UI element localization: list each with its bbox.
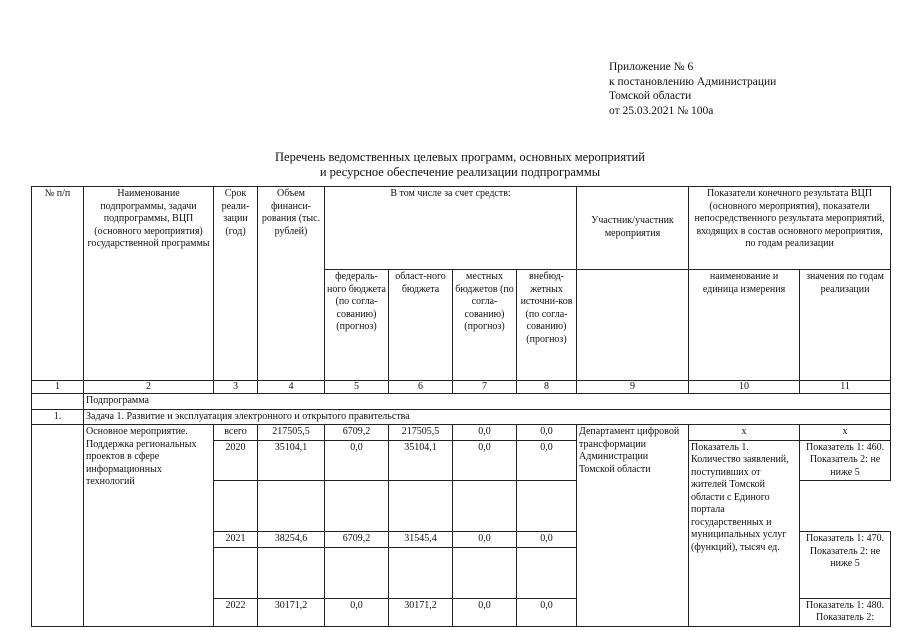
task-row [32, 409, 891, 425]
year-cell: 2021 [214, 532, 258, 548]
document-title [0, 150, 905, 180]
indicator-value-cell: Показатель 1: 480. Показатель 2: [800, 598, 891, 626]
local-cell: 0,0 [453, 425, 517, 441]
year-cell: всего [214, 425, 258, 441]
table-row [32, 425, 891, 441]
federal-cell: 0,0 [325, 598, 389, 626]
year-cell: 2020 [214, 440, 258, 481]
volume-cell: 217505,5 [258, 425, 325, 441]
appendix-line: от 25.03.2021 № 100а [609, 104, 714, 117]
activity-name: Основное мероприятие. Поддержка региональных проектов в сфере информационных технологий [84, 425, 214, 627]
appendix-block [609, 60, 776, 118]
extra-cell: 0,0 [517, 425, 577, 441]
federal-cell: 6709,2 [325, 425, 389, 441]
subprogram-label: Подпрограмма [84, 394, 891, 410]
title-line: Перечень ведомственных целевых программ, основных мероприятий [275, 150, 645, 164]
header-participant-blank [577, 270, 689, 381]
programs-table [31, 186, 891, 627]
header-volume: Объем финанси-рования (тыс. рублей) [258, 187, 325, 381]
indicator-value-cell: Показатель 1: 460. Показатель 2: не ниже 5 [800, 440, 891, 481]
column-number: 8 [517, 381, 577, 394]
federal-cell: 6709,2 [325, 532, 389, 548]
header-name: Наименование подпрограммы, задачи подпрограммы, ВЦП (основного мероприятия) государственной программы [84, 187, 214, 381]
appendix-line: Приложение № 6 [609, 61, 694, 73]
participant-cell: Департамент цифровой трансформации Администрации Томской области [577, 425, 689, 627]
header-federal: федераль-ного бюджета (по согла-сованию) (прогноз) [325, 270, 389, 381]
column-number: 5 [325, 381, 389, 394]
column-number: 2 [84, 381, 214, 394]
task-number: 1. [32, 409, 84, 425]
header-extra: внебюд-жетных источни-ков (по согла-сованию) (прогноз) [517, 270, 577, 381]
header-indicator-values: значения по годам реализации [800, 270, 891, 381]
appendix-line: Томской области [609, 90, 692, 102]
header-sources-group: В том числе за счет средств: [325, 187, 577, 270]
extra-cell: 0,0 [517, 598, 577, 626]
indicator-value-cell: x [800, 425, 891, 441]
header-indicator-name: наименование и единица измерения [689, 270, 800, 381]
column-numbers-row [32, 381, 891, 394]
column-number: 7 [453, 381, 517, 394]
header-local: местных бюджетов (по согла-сованию) (прогноз) [453, 270, 517, 381]
column-number: 1 [32, 381, 84, 394]
appendix-line: к постановлению Администрации [609, 75, 777, 88]
regional-cell: 35104,1 [389, 440, 453, 481]
column-number: 6 [389, 381, 453, 394]
volume-cell: 30171,2 [258, 598, 325, 626]
header-num: № п/п [32, 187, 84, 381]
column-number: 9 [577, 381, 689, 394]
federal-cell: 0,0 [325, 440, 389, 481]
column-number: 10 [689, 381, 800, 394]
header-participant: Участник/участник мероприятия [577, 187, 689, 270]
title-line: и ресурсное обеспечение реализации подпрограммы [319, 165, 601, 179]
column-number: 11 [800, 381, 891, 394]
volume-cell: 38254,6 [258, 532, 325, 548]
extra-cell: 0,0 [517, 532, 577, 548]
year-cell: 2022 [214, 598, 258, 626]
extra-cell: 0,0 [517, 440, 577, 481]
local-cell: 0,0 [453, 598, 517, 626]
task-text: Задача 1. Развитие и эксплуатация электронного и открытого правительства [84, 409, 891, 425]
regional-cell: 30171,2 [389, 598, 453, 626]
volume-cell: 35104,1 [258, 440, 325, 481]
subprogram-row [32, 394, 891, 410]
indicator-name-cell: x [689, 425, 800, 441]
regional-cell: 31545,4 [389, 532, 453, 548]
indicator-value-cell: Показатель 1: 470. Показатель 2: не ниже 5 [800, 532, 891, 599]
header-regional: област-ного бюджета [389, 270, 453, 381]
local-cell: 0,0 [453, 532, 517, 548]
header-indicators-group: Показатели конечного результата ВЦП (основного мероприятия), показатели непосредственного результата мероприятий, входящих в состав основного мероприятия, по годам реализации [689, 187, 891, 270]
regional-cell: 217505,5 [389, 425, 453, 441]
header-term: Срок реали-зации (год) [214, 187, 258, 381]
column-number: 4 [258, 381, 325, 394]
column-number: 3 [214, 381, 258, 394]
indicator-name-cell: Показатель 1. Количество заявлений, поступивших от жителей Томской области с Единого портала государственных и муниципальных услуг (функций), тысяч ед. [689, 440, 800, 626]
local-cell: 0,0 [453, 440, 517, 481]
